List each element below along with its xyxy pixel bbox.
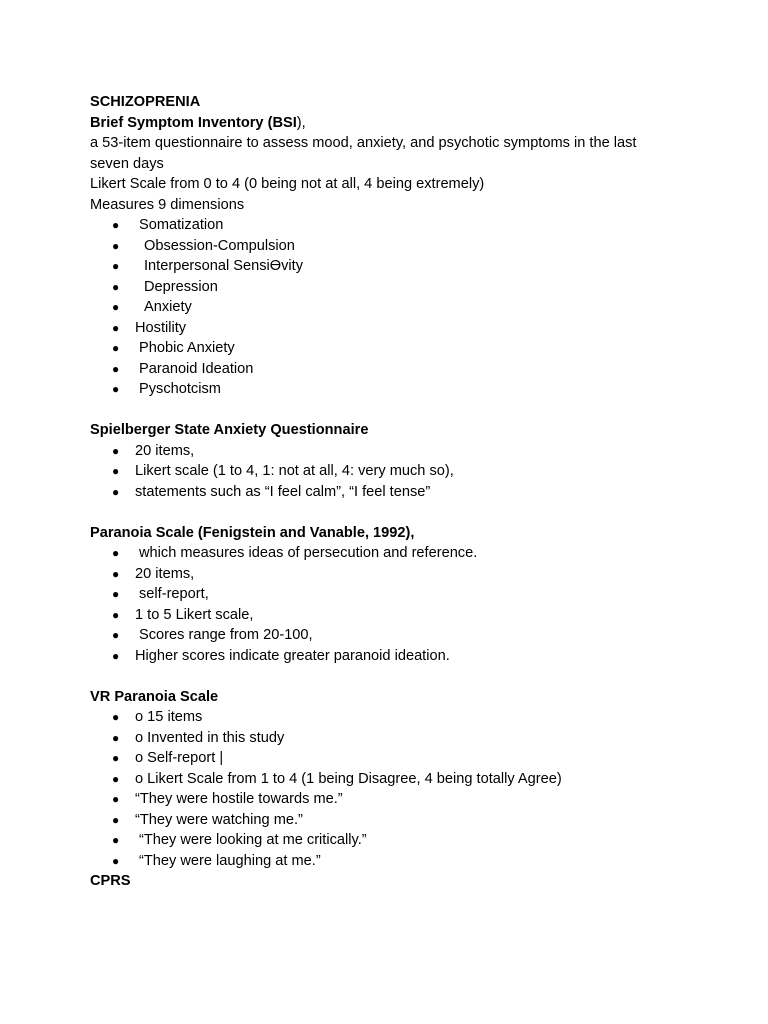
- bullet-icon: ●: [112, 443, 120, 458]
- spielberger-list: [90, 441, 690, 503]
- bullet-icon: ●: [112, 792, 120, 806]
- bullet-icon: ●: [112, 587, 120, 601]
- bullet-icon: ●: [112, 464, 120, 478]
- bullet-icon: ●: [112, 259, 120, 273]
- bullet-icon: ●: [112, 566, 120, 581]
- list-item: ● o 15 items: [90, 707, 690, 728]
- list-item: ● Somatization: [90, 215, 690, 236]
- bsi-likert: Likert Scale from 0 to 4 (0 being not at all, 4 being extremely): [90, 176, 485, 192]
- bullet-icon: ●: [112, 361, 120, 376]
- bsi-measures: Measures 9 dimensions: [90, 196, 245, 213]
- paranoia-list: [90, 543, 690, 666]
- list-item: ● “They were laughing at me.”: [90, 851, 690, 872]
- bullet-icon: ●: [112, 628, 120, 642]
- bullet-icon: ●: [112, 607, 120, 622]
- spacer: [90, 502, 690, 523]
- list-item: ● Interpersonal SensiƟvity: [90, 256, 690, 277]
- list-item: ● 1 to 5 Likert scale,: [90, 605, 690, 626]
- list-item: ● Higher scores indicate greater paranoid ideation.: [90, 646, 690, 667]
- list-item: ● Pyschotcism: [90, 379, 690, 400]
- bullet-icon: ●: [112, 710, 120, 724]
- list-item: ● “They were looking at me critically.”: [90, 830, 690, 851]
- bullet-icon: ●: [112, 382, 120, 396]
- bullet-icon: ●: [112, 484, 120, 499]
- bullet-icon: ●: [112, 300, 120, 314]
- list-item: ● Anxiety: [90, 297, 690, 318]
- document-title: SCHIZOPRENIA: [90, 94, 201, 110]
- list-item: ● “They were hostile towards me.”: [90, 789, 690, 810]
- bullet-icon: ●: [112, 546, 120, 560]
- bsi-description: a 53-item questionnaire to assess mood, anxiety, and psychotic symptoms in the last seven days: [90, 135, 637, 172]
- bullet-icon: ●: [112, 218, 120, 232]
- cprs-heading: CPRS: [90, 873, 131, 889]
- bsi-heading-bold: Brief Symptom Inventory (BSI: [90, 114, 297, 131]
- list-item: ● self-report,: [90, 584, 690, 605]
- list-item: ● Hostility: [90, 318, 690, 339]
- list-item: ● o Invented in this study: [90, 728, 690, 749]
- bullet-icon: ●: [112, 812, 120, 827]
- bullet-icon: ●: [112, 320, 120, 335]
- vr-paranoia-list: [90, 707, 690, 871]
- bsi-heading-tail: ),: [296, 114, 306, 131]
- bullet-icon: ●: [112, 238, 120, 253]
- list-item: ● Phobic Anxiety: [90, 338, 690, 359]
- document-page: [90, 92, 690, 892]
- bullet-icon: ●: [112, 730, 120, 745]
- spacer: [90, 666, 690, 687]
- list-item: ● which measures ideas of persecution and reference.: [90, 543, 690, 564]
- bullet-icon: ●: [112, 751, 120, 765]
- spacer: [90, 400, 690, 421]
- list-item: ● Likert scale (1 to 4, 1: not at all, 4: very much so),: [90, 461, 690, 482]
- paranoia-heading: Paranoia Scale (Fenigstein and Vanable, 1992),: [90, 524, 415, 541]
- list-item: ● statements such as “I feel calm”, “I feel tense”: [90, 482, 690, 503]
- bullet-icon: ●: [112, 771, 120, 786]
- bsi-heading: [90, 113, 690, 134]
- list-item: ● o Likert Scale from 1 to 4 (1 being Disagree, 4 being totally Agree): [90, 769, 690, 790]
- list-item: ● o Self-report |: [90, 748, 690, 769]
- list-item: ● Depression: [90, 277, 690, 298]
- list-item: ● Scores range from 20-100,: [90, 625, 690, 646]
- spielberger-heading: Spielberger State Anxiety Questionnaire: [90, 422, 369, 438]
- list-item: ● 20 items,: [90, 441, 690, 462]
- list-item: ● Paranoid Ideation: [90, 359, 690, 380]
- bsi-dimension-list: [90, 215, 690, 400]
- bullet-icon: ●: [112, 341, 120, 355]
- bullet-icon: ●: [112, 279, 120, 294]
- list-item: ● “They were watching me.”: [90, 810, 690, 831]
- bullet-icon: ●: [112, 833, 120, 847]
- bullet-icon: ●: [112, 648, 120, 663]
- vr-paranoia-heading: VR Paranoia Scale: [90, 688, 219, 705]
- list-item: ● 20 items,: [90, 564, 690, 585]
- list-item: ● Obsession-Compulsion: [90, 236, 690, 257]
- bullet-icon: ●: [112, 853, 120, 868]
